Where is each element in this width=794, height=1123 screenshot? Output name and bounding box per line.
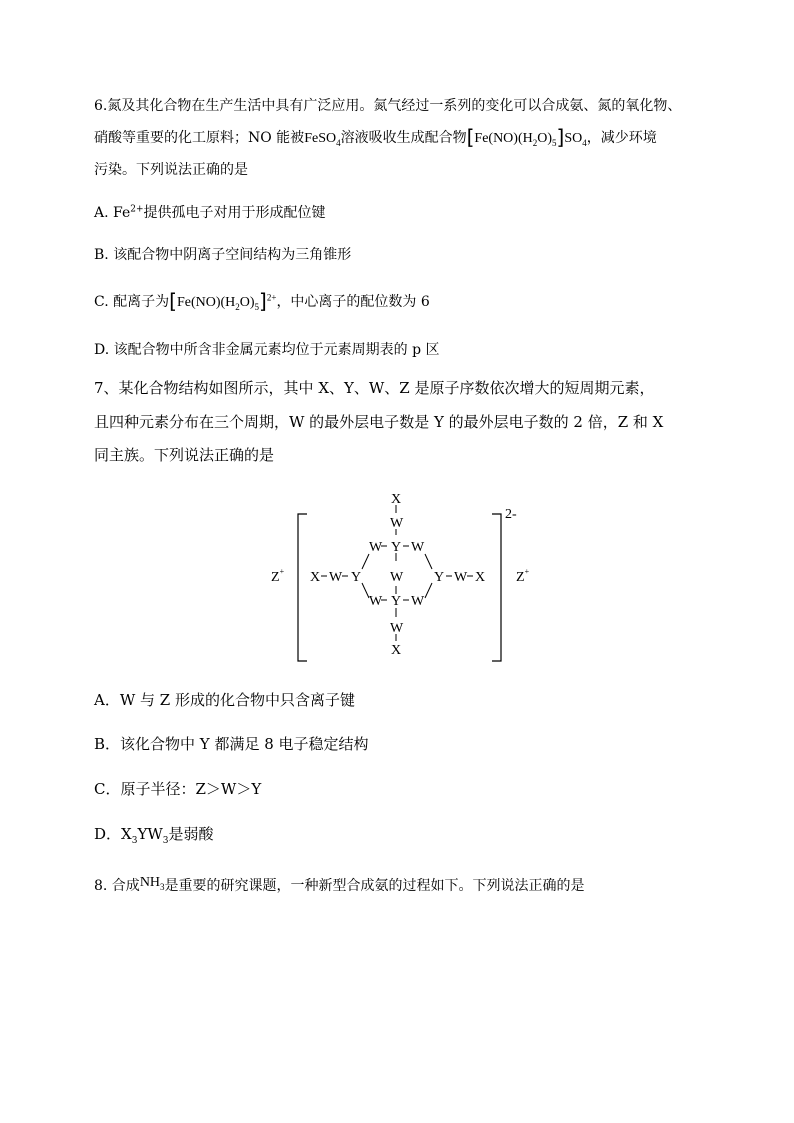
q8-stem [94, 873, 585, 896]
q6-option-c-pre: C. 配离子为 [94, 294, 170, 310]
atom-y-left: Y [351, 570, 362, 585]
q6-stem-line2 [94, 127, 657, 149]
q8-stem-pre: 8. 合成 [94, 878, 140, 894]
structure-diagram-svg [260, 486, 560, 666]
q7-option-b: B．该化合物中 Y 都满足 8 电子稳定结构 [94, 735, 369, 753]
q6-option-a [94, 203, 326, 223]
bond-y-left-down [362, 583, 369, 598]
formula-feso4: FeSO$_4$ [304, 131, 341, 148]
q7-option-d-pre: D．X [94, 825, 132, 843]
q7-option-a: A．W 与 Z 形成的化合物中只含离子键 [94, 691, 355, 709]
q7-option-d-post: 是弱酸 [168, 825, 214, 843]
q7-option-d [94, 824, 214, 844]
atom-x-bottom: X [391, 643, 402, 658]
atom-y-upper: Y [391, 540, 402, 555]
q7-option-d-sub2: 3 [162, 836, 169, 846]
formula-complex-ion: $[Fe(NO)(H_2O)_5]^{2+}$ [169, 289, 277, 313]
q7-stem-line2: 且四种元素分布在三个周期，W 的最外层电子数是 Y 的最外层电子数的 2 倍，Z 和 X [94, 413, 664, 431]
q6-stem-line2-post: ，减少环境 [586, 130, 657, 146]
atom-x-right: X [475, 570, 486, 585]
q7-option-d-sub1: 3 [131, 836, 138, 846]
cation-left: Z+ [271, 567, 285, 585]
q6-option-a-sup: 2+ [130, 204, 144, 215]
atom-w-bottom: W [390, 621, 404, 636]
q7-option-c: C．原子半径：Z＞W＞Y [94, 780, 262, 798]
structure-diagram [260, 486, 560, 666]
atom-w-upper-left: W [369, 540, 383, 555]
q6-stem-line2-mid: 溶液吸收生成配合物 [340, 130, 467, 146]
atom-x-left: X [310, 570, 321, 585]
formula-complex-compound: $[Fe(NO)(H_2O)_5]SO_4$ [466, 125, 587, 149]
cation-right: Z+ [516, 567, 530, 585]
q6-option-a-post: 提供孤电子对用于形成配位键 [143, 205, 326, 221]
q6-option-d: D. 该配合物中所含非金属元素均位于元素周期表的 p 区 [94, 342, 440, 358]
bracket-right [492, 514, 501, 661]
q6-option-b: B. 该配合物中阴离子空间结构为三角锥形 [94, 247, 352, 263]
q7-option-d-mid: YW [137, 825, 163, 843]
q6-stem-line2-pre: 硝酸等重要的化工原料；NO 能被 [94, 130, 305, 146]
q6-option-a-pre: A. Fe [94, 205, 131, 221]
atom-w-top: W [390, 516, 404, 531]
q6-option-c [94, 291, 430, 313]
charge-label: 2- [505, 507, 517, 522]
q7-stem-line3: 同主族。下列说法正确的是 [94, 446, 275, 464]
atom-w-right: W [454, 570, 468, 585]
atom-w-left: W [329, 570, 343, 585]
atom-w-lower-right: W [411, 594, 425, 609]
q8-stem-mid: 是重要的研究课题，一种新型合成氨的过程如下。下列说法正确的是 [164, 878, 585, 894]
atom-w-upper-right: W [411, 540, 425, 555]
atom-w-lower-left: W [369, 594, 383, 609]
q6-option-c-post: ，中心离子的配位数为 6 [276, 294, 430, 310]
atom-y-lower: Y [391, 594, 402, 609]
atom-w-center: W [390, 570, 404, 585]
atom-x-top: X [391, 492, 402, 507]
q6-stem-line3: 污染。下列说法正确的是 [94, 162, 248, 178]
bond-y-right-up [425, 554, 432, 569]
formula-nh3: $NH_3$ [139, 875, 165, 892]
q6-stem-line1: 6.氮及其化合物在生产生活中具有广泛应用。氮气经过一系列的变化可以合成氨、氮的氧化物、 [94, 98, 682, 114]
q7-stem-line1: 7、某化合物结构如图所示，其中 X、Y、W、Z 是原子序数依次增大的短周期元素， [94, 379, 655, 397]
bracket-left [298, 514, 307, 661]
bond-y-right-down [425, 583, 432, 598]
atom-y-right: Y [434, 570, 445, 585]
bond-y-left-up [362, 554, 369, 569]
